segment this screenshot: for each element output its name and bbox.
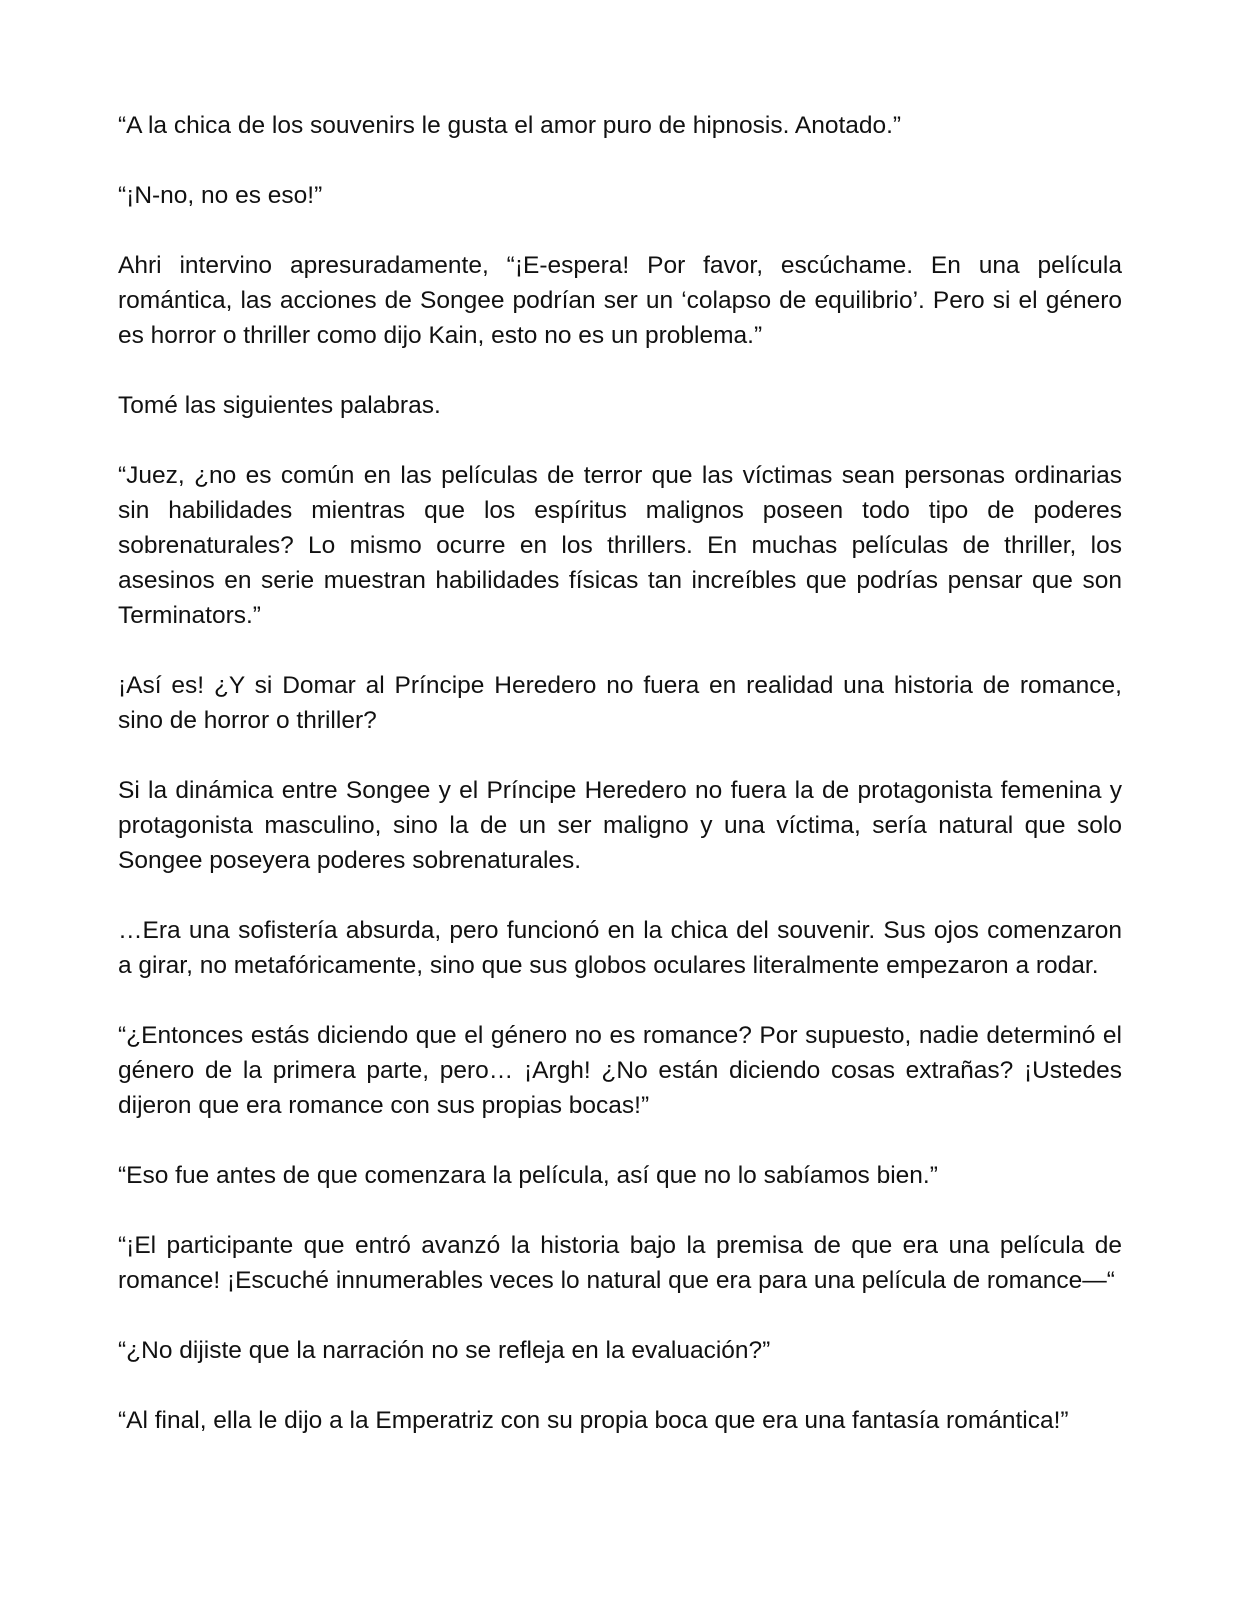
paragraph: “¿Entonces estás diciendo que el género no es romance? Por supuesto, nadie determinó el género de la primera parte, pero… ¡Argh! ¿No están diciendo cosas extrañas? ¡Ustedes dijeron que era romance con sus propias bocas!” (118, 1022, 1122, 1119)
paragraph: “¡El participante que entró avanzó la historia bajo la premisa de que era una película de romance! ¡Escuché innumerables veces lo natural que era para una película de romance—“ (118, 1232, 1122, 1294)
paragraph: “A la chica de los souvenirs le gusta el amor puro de hipnosis. Anotado.” (118, 112, 902, 139)
paragraph: “Eso fue antes de que comenzara la película, así que no lo sabíamos bien.” (118, 1162, 938, 1189)
document-page (118, 108, 1122, 1438)
paragraph: “¿No dijiste que la narración no se refleja en la evaluación?” (118, 1337, 771, 1364)
paragraph: Ahri intervino apresuradamente, “¡E-espera! Por favor, escúchame. En una película romántica, las acciones de Songee podrían ser un ‘colapso de equilibrio’. Pero si el género es horror o thriller como dijo Kain, esto no es un problema.” (118, 252, 1122, 349)
paragraph: Si la dinámica entre Songee y el Príncipe Heredero no fuera la de protagonista femenina y protagonista masculino, sino la de un ser maligno y una víctima, sería natural que solo Songee poseyera poderes sobrenaturales. (118, 777, 1122, 874)
paragraph: …Era una sofistería absurda, pero funcionó en la chica del souvenir. Sus ojos comenzaron a girar, no metafóricamente, sino que sus globos oculares literalmente empezaron a rodar. (118, 917, 1122, 979)
paragraph: “Juez, ¿no es común en las películas de terror que las víctimas sean personas ordinarias sin habilidades mientras que los espíritus malignos poseen todo tipo de poderes sobrenaturales? Lo mismo ocurre en los thrillers. En muchas películas de thriller, los asesinos en serie muestran habilidades físicas tan increíbles que podrías pensar que son Terminators.” (118, 462, 1122, 629)
paragraph: “Al final, ella le dijo a la Emperatriz con su propia boca que era una fantasía romántica!” (118, 1407, 1069, 1434)
paragraph: ¡Así es! ¿Y si Domar al Príncipe Heredero no fuera en realidad una historia de romance, sino de horror o thriller? (118, 672, 1122, 734)
paragraph: “¡N-no, no es eso!” (118, 182, 323, 209)
paragraph: Tomé las siguientes palabras. (118, 392, 441, 419)
